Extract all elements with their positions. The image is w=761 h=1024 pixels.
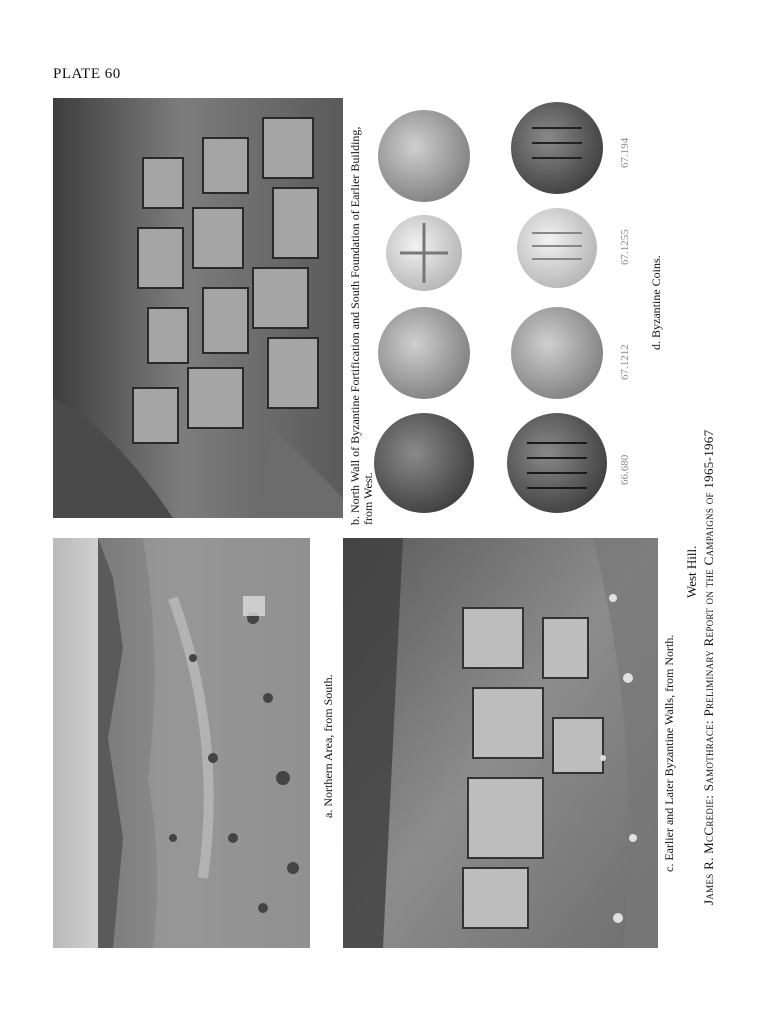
- coin-number-671255: 67.1255: [619, 229, 631, 265]
- coin-number-66680: 66.680: [619, 454, 631, 485]
- coin-number-671212: 67.1212: [619, 344, 631, 380]
- running-title: James R. McCredie: Samothrace: Preliminary Report on the Campaigns of 1965-1967: [701, 429, 716, 905]
- caption-b-line1: b. North Wall of Byzantine Fortification and South Foundation of Earlier Building,: [348, 126, 362, 525]
- caption-b-line2: from West.: [361, 472, 375, 525]
- coins-panel: [372, 98, 612, 518]
- caption-a: a. Northern Area, from South.: [321, 674, 335, 818]
- photo-northern-area: [53, 538, 310, 948]
- photo-north-wall: [53, 98, 343, 518]
- plate-label: PLATE 60: [53, 66, 121, 82]
- caption-d: d. Byzantine Coins.: [649, 255, 663, 350]
- caption-c: c. Earlier and Later Byzantine Walls, from North.: [662, 634, 676, 872]
- coin-number-67194: 67.194: [619, 137, 631, 168]
- photo-byzantine-walls: [343, 538, 658, 948]
- west-hill-label: West Hill.: [684, 545, 699, 598]
